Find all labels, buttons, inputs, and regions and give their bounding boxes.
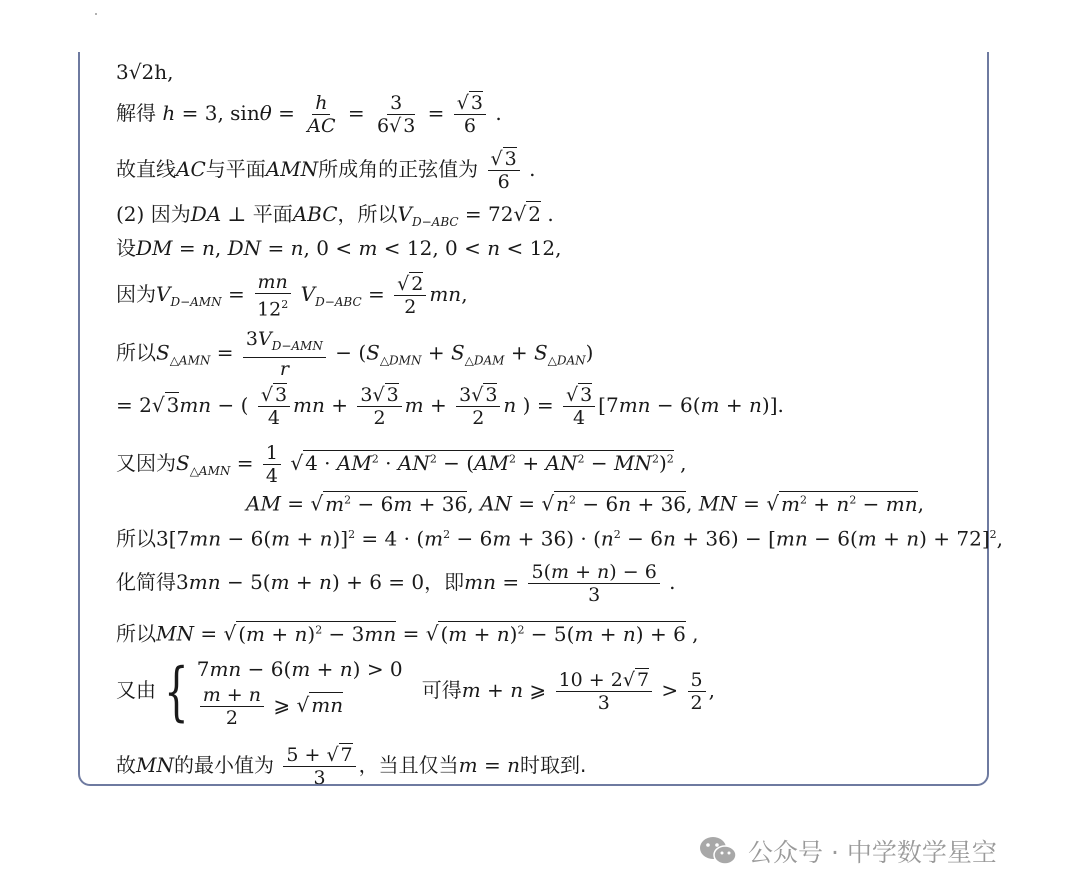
- line-14: 又由 { 7mn − 6(m + n) > 0 $\frac{m + n}{2}$ ⩾ √ mn 可得m + n ⩾ $\frac{10 + 2√ 7}{3}$ > $\frac{5}{2}$ ,: [116, 654, 715, 729]
- line-7: 所以$S_{\triangle AMN}$ = $\frac{3V_{D-AMN}}{r}$ − $(S_{\triangle DMN} + S_{\triangle DAM} + S_{\triangle DAN})$: [116, 328, 594, 380]
- wechat-icon: [698, 835, 738, 867]
- line-15: 故MN的最小值为 $\frac{5 + √ 7}{3}$ ，当且仅当m = n时取到.: [116, 744, 587, 789]
- line-12: 化简得3mn − 5(m + n) + 6 = 0，即mn = $\frac{5(m + n) - 6}{3}$ .: [116, 561, 676, 606]
- watermark: [698, 833, 997, 869]
- line-5: 设DM = n, DN = n, 0 < m < 12, 0 < n < 12,: [116, 236, 562, 260]
- watermark-text: 公众号 · 中学数学星空: [748, 838, 997, 867]
- line-10: AM = √ $m^2 - 6m + 36$, AN = √ $n^2 - 6n + 36$, MN = √ $m^2 + n^2$ − mn,: [246, 491, 925, 516]
- line-6: 因为$V_{D-AMN}$ = $\frac{mn}{12^2}$ $V_{D-ABC}$ = $\frac{√ 2}{2}$ mn,: [116, 271, 468, 321]
- line-4: (2) 因为DA ⊥ 平面ABC，所以$V_{D-ABC} = 72√$ 2 .: [116, 202, 554, 229]
- line-9: 又因为$S_{\triangle AMN}$ = $\frac{1}{4}$ √ $4 \cdot AM^2 \cdot AN^2 - (AM^2 + AN^2 - MN^2)^2$ ,: [116, 442, 687, 487]
- line-13: 所以MN = √ $(m + n)^2 - 3mn$ = √ $(m + n)^2 - 5(m + n) + 6$ ,: [116, 621, 699, 646]
- line-2: 解得 h = 3, sinθ = $\frac{h}{AC}$ = $\frac{3}{6√ 3}$ = $\frac{√ 3}{6}$ .: [116, 92, 502, 137]
- line-8: = 2√ 3mn − ( $\frac{√ 3}{4}$ mn + $\frac{3√ 3}{2}$ m + $\frac{3√ 3}{2}$ n ) = $\frac{√ 3}{4}$ [7mn − 6(m + n)].: [116, 384, 784, 429]
- line-1: 3√2h,: [116, 60, 174, 84]
- decorative-dot: [95, 13, 97, 15]
- line-3: 故直线AC与平面AMN所成角的正弦值为 $\frac{√ 3}{6}$ .: [116, 148, 536, 193]
- line-11: 所以$3[7mn - 6(m + n)]^2 = 4 \cdot (m^2 - 6m + 36) \cdot (n^2 - 6n + 36) - [mn - 6(m + n) + 72]^2$,: [116, 526, 1003, 551]
